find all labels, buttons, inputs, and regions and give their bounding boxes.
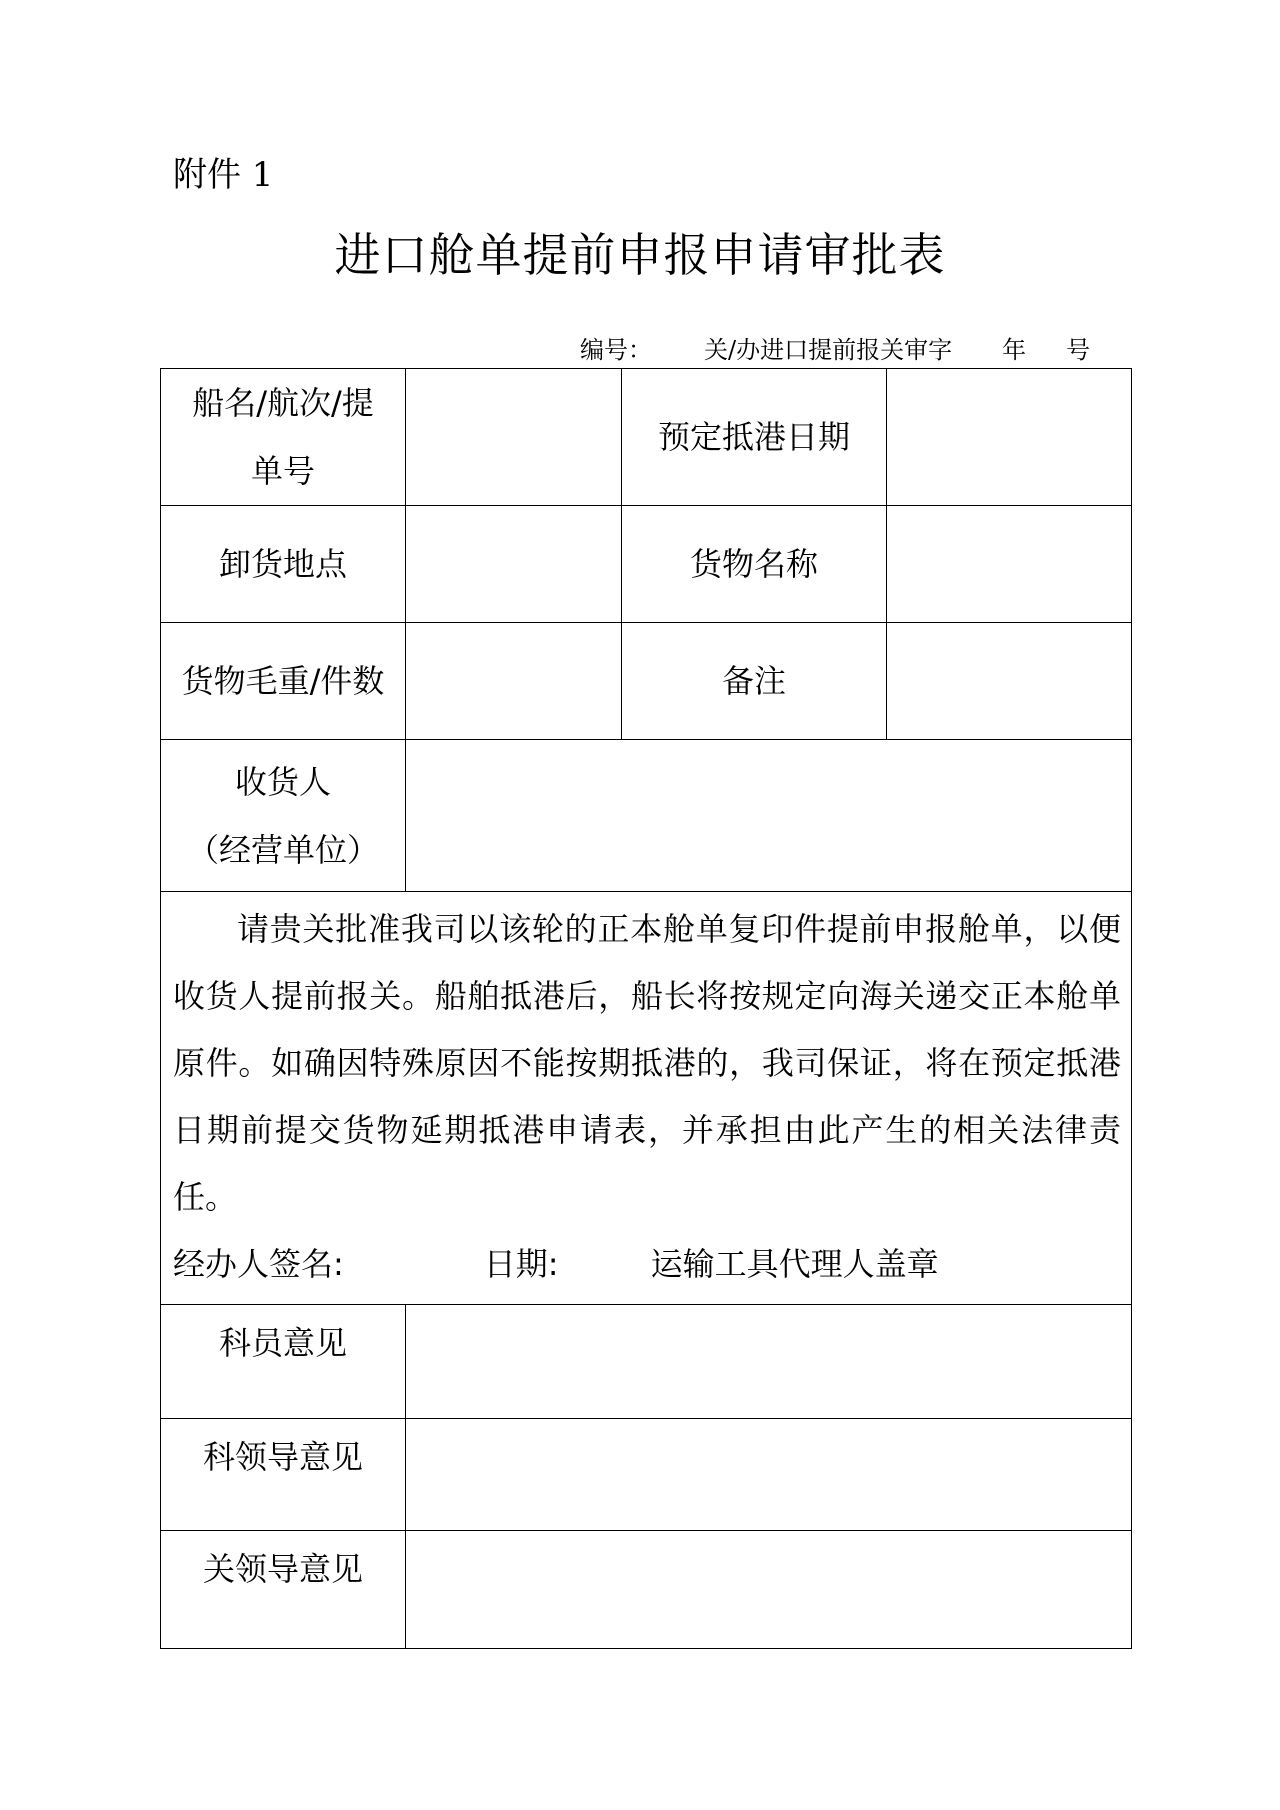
serial-text: 关/办进口提前报关审字 — [704, 336, 953, 364]
unloading-place-field[interactable] — [406, 506, 622, 623]
unloading-place-label: 卸货地点 — [161, 506, 406, 623]
signer-label: 经办人签名: — [173, 1245, 344, 1283]
vessel-label-line2: 单号 — [250, 452, 315, 490]
vessel-label-line1: 船名/航次/提 — [192, 384, 374, 422]
serial-year: 年 — [1002, 336, 1027, 364]
section-leader-opinion-label: 科领导意见 — [161, 1419, 406, 1531]
declaration-statement-cell — [161, 892, 1132, 1305]
attachment-label: 附件 1 — [173, 155, 274, 195]
form-title: 进口舱单提前申报申请审批表 — [334, 228, 946, 282]
agent-seal-label: 运输工具代理人盖章 — [650, 1245, 939, 1283]
consignee-field[interactable] — [406, 740, 1132, 892]
arrival-date-field[interactable] — [887, 369, 1132, 506]
gross-weight-pieces-label: 货物毛重/件数 — [161, 623, 406, 740]
consignee-label-line2: （经营单位） — [186, 830, 379, 869]
consignee-label-line1: 收货人 — [234, 762, 331, 801]
serial-number-line — [580, 332, 1120, 368]
arrival-date-label: 预定抵港日期 — [622, 369, 887, 506]
declaration-statement: 请贵关批准我司以该轮的正本舱单复印件提前申报舱单，以便收货人提前报关。船舶抵港后，船长将按规定向海关递交正本舱单原件。如确因特殊原因不能按期抵港的，我司保证，将在预定抵港日期前提交货物延期抵港申请表，并承担由此产生的相关法律责任。 — [173, 910, 1121, 1216]
clerk-opinion-field[interactable] — [406, 1305, 1132, 1419]
serial-number: 号 — [1066, 336, 1091, 364]
remarks-field[interactable] — [887, 623, 1132, 740]
vessel-voyage-bl-field[interactable] — [406, 369, 622, 506]
section-leader-opinion-field[interactable] — [406, 1419, 1132, 1531]
goods-name-label: 货物名称 — [622, 506, 887, 623]
remarks-label: 备注 — [622, 623, 887, 740]
serial-label: 编号： — [580, 336, 652, 364]
date-label: 日期: — [483, 1245, 559, 1283]
goods-name-field[interactable] — [887, 506, 1132, 623]
customs-leader-opinion-label: 关领导意见 — [161, 1531, 406, 1649]
clerk-opinion-label: 科员意见 — [161, 1305, 406, 1419]
vessel-voyage-bl-label — [161, 369, 406, 506]
application-form-table — [160, 368, 1132, 1649]
gross-weight-pieces-field[interactable] — [406, 623, 622, 740]
consignee-label — [161, 740, 406, 892]
customs-leader-opinion-field[interactable] — [406, 1531, 1132, 1649]
signature-row — [173, 1231, 1121, 1298]
